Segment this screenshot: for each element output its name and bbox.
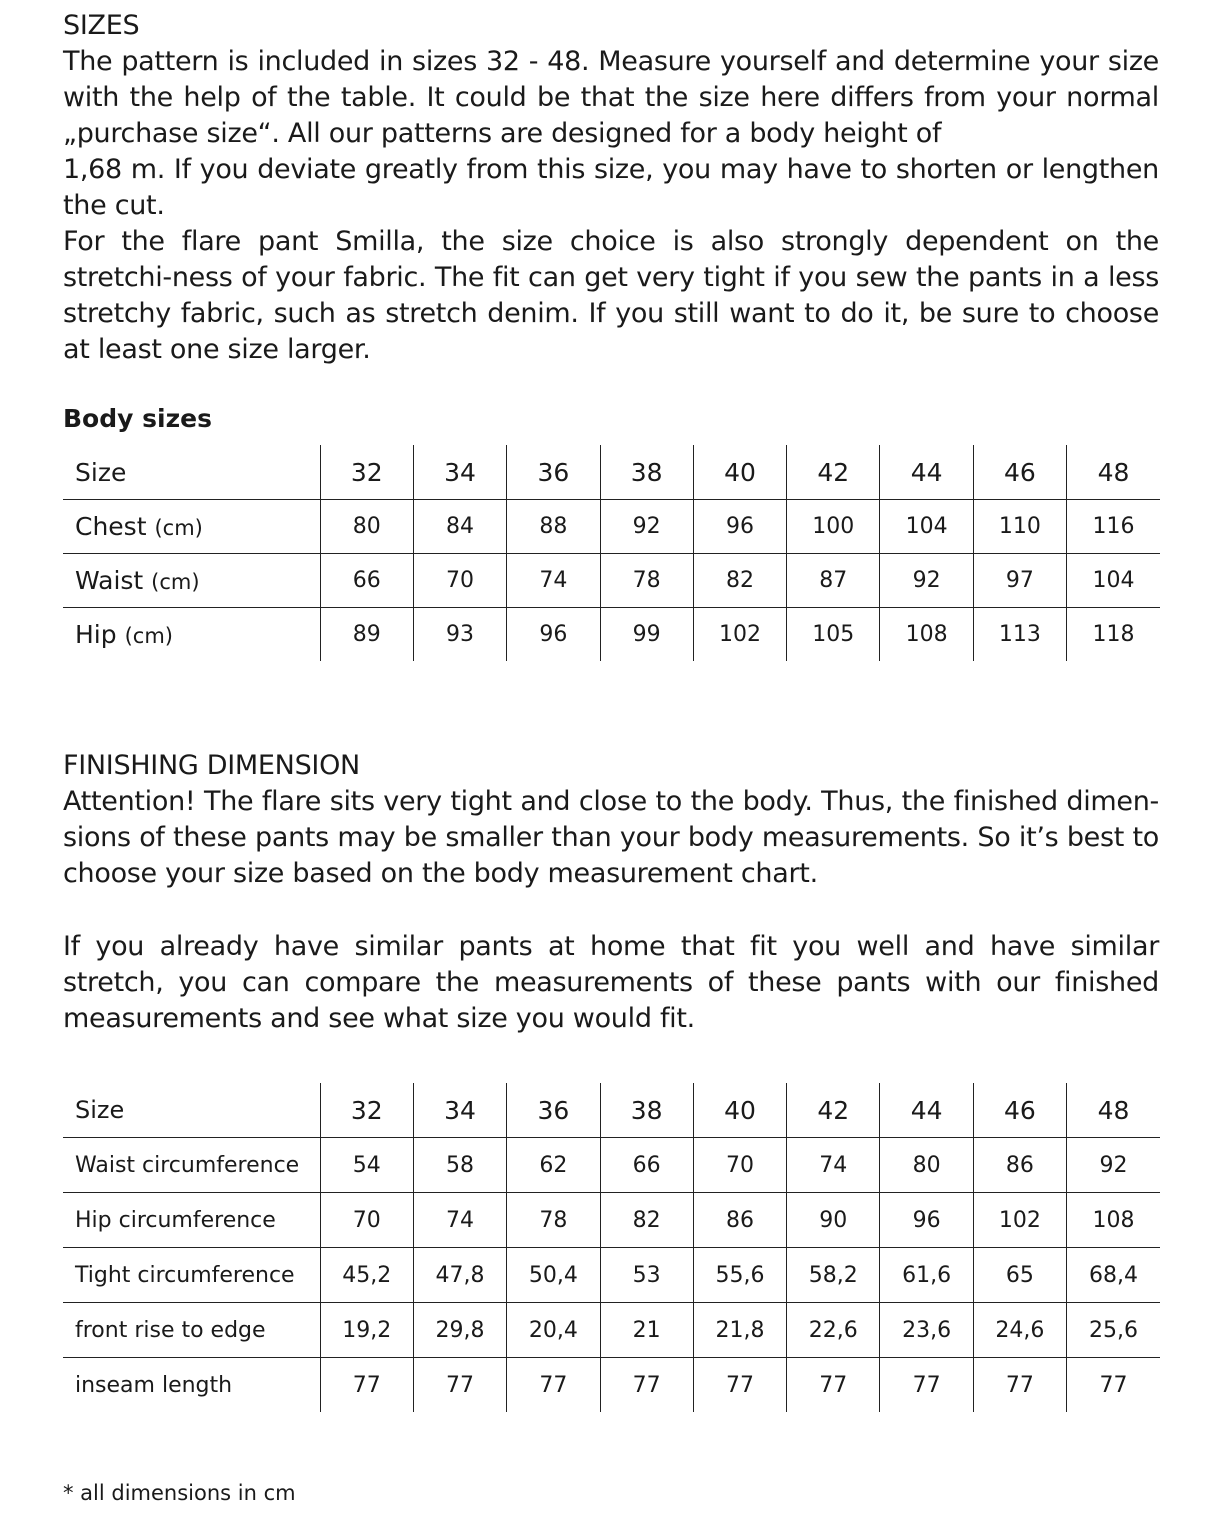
row-label-text: Waist <box>75 566 144 595</box>
row-label: Waist circumference <box>63 1138 320 1193</box>
table-cell: 65 <box>973 1248 1066 1303</box>
table-cell: 55,6 <box>693 1248 786 1303</box>
size-header-cell: 40 <box>693 1083 786 1138</box>
row-label <box>63 554 320 608</box>
table-cell: 66 <box>320 554 413 608</box>
table-row <box>63 1358 1160 1413</box>
size-header-cell: 36 <box>507 1083 600 1138</box>
row-label: inseam length <box>75 1372 233 1398</box>
sizes-section <box>63 8 1159 368</box>
table-cell: 74 <box>787 1138 880 1193</box>
row-label-text: Chest <box>75 512 147 541</box>
size-header-cell: 38 <box>600 445 693 500</box>
table-header-row <box>63 445 1160 500</box>
size-header-cell: 40 <box>693 445 786 500</box>
row-unit: (cm) <box>124 624 173 648</box>
table-cell: 23,6 <box>880 1303 973 1358</box>
size-header-cell: 32 <box>320 445 413 500</box>
sizes-heading: SIZES <box>63 10 140 41</box>
table-cell: 21,8 <box>693 1303 786 1358</box>
row-label: Tight circumference <box>63 1248 320 1303</box>
finishing-paragraph-1: Attention! The flare sits very tight and close to the body. Thus, the finished dimen-sions of these pants may be smaller than your body measurements. So it’s best to choose your size based on the body measurement chart. <box>63 786 1159 889</box>
table-cell: 86 <box>693 1193 786 1248</box>
table-cell: 61,6 <box>880 1248 973 1303</box>
table-cell: 58,2 <box>787 1248 880 1303</box>
table-cell: 86 <box>973 1138 1066 1193</box>
body-sizes-table <box>63 445 1160 661</box>
table-cell: 97 <box>973 554 1066 608</box>
table-cell: 45,2 <box>320 1248 413 1303</box>
table-cell: 82 <box>693 554 786 608</box>
size-header-cell: 48 <box>1067 1083 1160 1138</box>
table-cell: 105 <box>787 608 880 662</box>
table-cell: 70 <box>320 1193 413 1248</box>
table-cell: 77 <box>787 1358 880 1413</box>
table-row <box>63 1138 1160 1193</box>
body-sizes-heading: Body sizes <box>63 404 212 433</box>
table-cell: 77 <box>413 1358 506 1413</box>
table-cell: 62 <box>507 1138 600 1193</box>
table-cell: 102 <box>973 1193 1066 1248</box>
table-cell: 54 <box>320 1138 413 1193</box>
size-header-cell: 34 <box>413 445 506 500</box>
table-cell: 104 <box>880 500 973 554</box>
size-header-cell: 44 <box>880 445 973 500</box>
table-header-row <box>63 1083 1160 1138</box>
table-cell: 92 <box>1067 1138 1160 1193</box>
table-cell: 21 <box>600 1303 693 1358</box>
table-cell: 25,6 <box>1067 1303 1160 1358</box>
row-label <box>63 500 320 554</box>
table-row <box>63 1193 1160 1248</box>
table-cell: 70 <box>693 1138 786 1193</box>
sizes-paragraph-2: For the flare pant Smilla, the size choice is also strongly dependent on the stretchi-ness of your fabric. The fit can get very tight if you sew the pants in a less stretchy fabric, such as stretch denim. If you still want to do it, be sure to choose at least one size larger. <box>63 226 1159 365</box>
table-cell: 92 <box>880 554 973 608</box>
table-cell: 118 <box>1067 608 1160 662</box>
table-cell: 77 <box>600 1358 693 1413</box>
table-cell: 80 <box>880 1138 973 1193</box>
table-cell: 77 <box>973 1358 1066 1413</box>
row-label-text: Hip <box>75 620 117 649</box>
sizes-paragraph-1b: 1,68 m. If you deviate greatly from this size, you may have to shorten or lengthen the cut. <box>63 154 1159 221</box>
table-cell: 108 <box>1067 1193 1160 1248</box>
size-label: Size <box>63 445 320 500</box>
table-cell: 70 <box>413 554 506 608</box>
size-header-cell: 42 <box>787 1083 880 1138</box>
table-row <box>63 608 1160 662</box>
size-header-cell: 36 <box>507 445 600 500</box>
table-cell: 20,4 <box>507 1303 600 1358</box>
size-header-cell: 42 <box>787 445 880 500</box>
finishing-heading: FINISHING DIMENSION <box>63 750 360 781</box>
table-cell: 58 <box>413 1138 506 1193</box>
row-label: front rise to edge <box>63 1303 320 1358</box>
table-cell: 19,2 <box>320 1303 413 1358</box>
table-cell: 99 <box>600 608 693 662</box>
table-cell: 93 <box>413 608 506 662</box>
table-cell: 53 <box>600 1248 693 1303</box>
finishing-section-2 <box>63 929 1159 1037</box>
size-header-cell: 32 <box>320 1083 413 1138</box>
table-cell: 77 <box>507 1358 600 1413</box>
size-header-cell: 46 <box>973 445 1066 500</box>
table-cell: 82 <box>600 1193 693 1248</box>
size-label: Size <box>63 1083 320 1138</box>
size-header-cell: 38 <box>600 1083 693 1138</box>
sizes-paragraph-1: The pattern is included in sizes 32 - 48. Measure yourself and determine your size with the help of the table. It could be that the size here differs from your normal „purchase size“. All our patterns are designed for a body height of <box>63 46 1159 149</box>
table-row <box>63 1303 1160 1358</box>
finishing-dimensions-table <box>63 1083 1160 1412</box>
table-cell: 92 <box>600 500 693 554</box>
table-cell: 24,6 <box>973 1303 1066 1358</box>
table-cell: 74 <box>507 554 600 608</box>
table-cell: 77 <box>693 1358 786 1413</box>
table-cell: 77 <box>320 1358 413 1413</box>
size-header-cell: 46 <box>973 1083 1066 1138</box>
table-cell: 47,8 <box>413 1248 506 1303</box>
table-cell: 100 <box>787 500 880 554</box>
table-cell: 90 <box>787 1193 880 1248</box>
table-cell: 74 <box>413 1193 506 1248</box>
row-unit: (cm) <box>154 516 203 540</box>
table-row <box>63 500 1160 554</box>
table-cell: 80 <box>320 500 413 554</box>
size-header-cell: 48 <box>1067 445 1160 500</box>
size-header-cell: 34 <box>413 1083 506 1138</box>
table-cell: 104 <box>1067 554 1160 608</box>
finishing-section <box>63 748 1159 892</box>
table-cell: 102 <box>693 608 786 662</box>
table-cell: 29,8 <box>413 1303 506 1358</box>
table-cell: 87 <box>787 554 880 608</box>
table-cell: 68,4 <box>1067 1248 1160 1303</box>
table-cell: 113 <box>973 608 1066 662</box>
footnote: * all dimensions in cm <box>63 1481 296 1505</box>
size-header-cell: 44 <box>880 1083 973 1138</box>
table-cell: 66 <box>600 1138 693 1193</box>
table-cell: 116 <box>1067 500 1160 554</box>
table-cell: 89 <box>320 608 413 662</box>
table-row <box>63 554 1160 608</box>
table-cell: 96 <box>507 608 600 662</box>
table-cell: 77 <box>880 1358 973 1413</box>
table-cell: 22,6 <box>787 1303 880 1358</box>
table-cell: 84 <box>413 500 506 554</box>
table-cell: 88 <box>507 500 600 554</box>
table-cell: 96 <box>693 500 786 554</box>
row-label: Hip circumference <box>63 1193 320 1248</box>
table-cell: 78 <box>507 1193 600 1248</box>
table-cell: 77 <box>1067 1358 1160 1413</box>
table-row <box>63 1248 1160 1303</box>
finishing-paragraph-2: If you already have similar pants at home that fit you well and have similar stretch, you can compare the measurements of these pants with our finished measurements and see what size you would fit. <box>63 931 1159 1034</box>
table-cell: 96 <box>880 1193 973 1248</box>
table-cell: 78 <box>600 554 693 608</box>
table-cell: 50,4 <box>507 1248 600 1303</box>
row-label <box>63 608 320 662</box>
table-cell: 110 <box>973 500 1066 554</box>
table-cell: 108 <box>880 608 973 662</box>
row-unit: (cm) <box>151 570 200 594</box>
